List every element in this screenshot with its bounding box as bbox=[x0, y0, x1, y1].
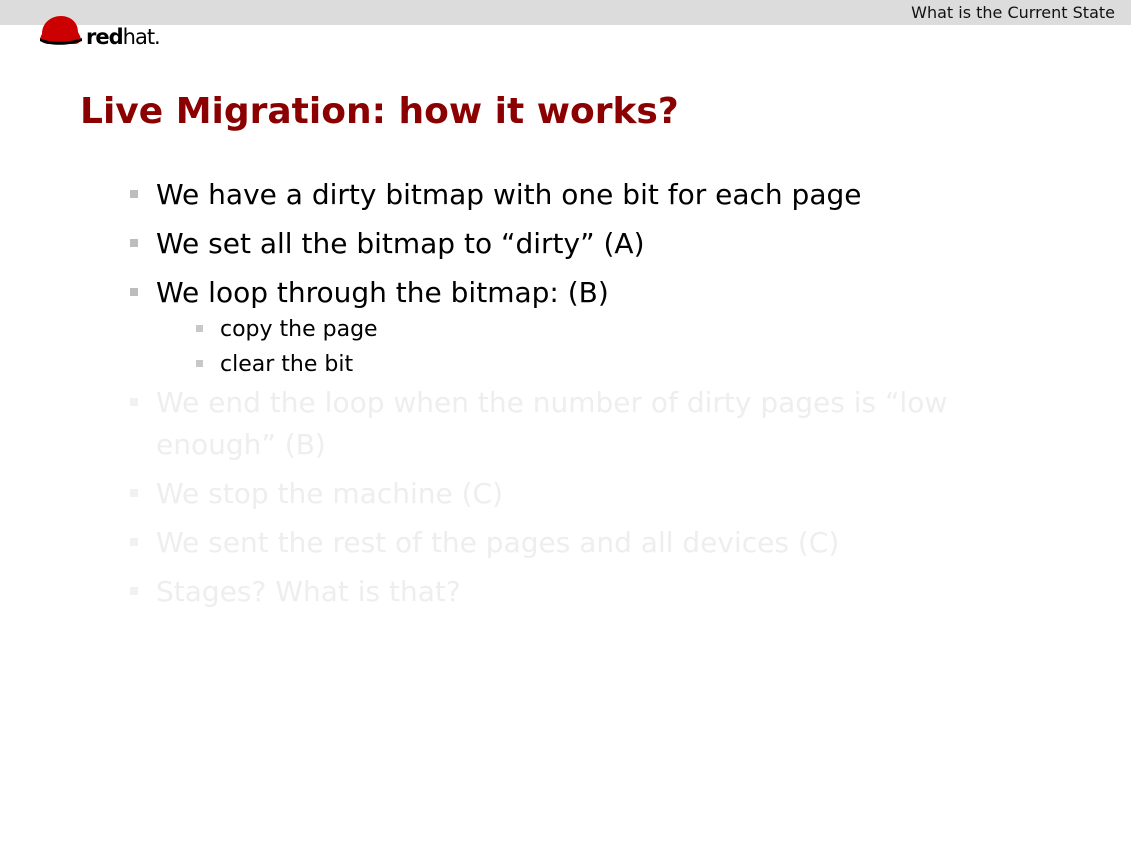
list-item-text: We have a dirty bitmap with one bit for each page bbox=[156, 178, 862, 211]
logo-brand-bold: red bbox=[86, 25, 123, 49]
bullet-marker bbox=[130, 288, 138, 296]
sub-list-item bbox=[196, 312, 1028, 347]
shadowman-icon bbox=[36, 14, 84, 48]
list-item bbox=[128, 272, 1028, 314]
slide-title: Live Migration: how it works? bbox=[80, 91, 679, 132]
bullet-list bbox=[128, 174, 1028, 613]
sub-list-item bbox=[196, 347, 1028, 382]
list-item-text: We loop through the bitmap: (B) bbox=[156, 276, 609, 309]
list-item-hidden bbox=[128, 571, 1028, 613]
list-item-text: We set all the bitmap to “dirty” (A) bbox=[156, 227, 645, 260]
header-bar bbox=[0, 0, 1131, 25]
bullet-marker bbox=[130, 489, 138, 497]
list-item-hidden bbox=[128, 522, 1028, 564]
list-item-text: We end the loop when the number of dirty pages is “low enough” (B) bbox=[156, 386, 948, 461]
list-item-text: We stop the machine (C) bbox=[156, 477, 504, 510]
logo-brand-light: hat. bbox=[122, 25, 160, 49]
bullet-marker bbox=[130, 398, 138, 406]
list-item-text: Stages? What is that? bbox=[156, 575, 461, 608]
redhat-logo bbox=[36, 13, 160, 49]
section-title: What is the Current State bbox=[911, 3, 1115, 22]
list-item bbox=[128, 223, 1028, 265]
bullet-marker bbox=[130, 538, 138, 546]
list-item-text: We sent the rest of the pages and all devices (C) bbox=[156, 526, 840, 559]
sub-bullet-list bbox=[128, 312, 1028, 382]
bullet-marker bbox=[130, 239, 138, 247]
list-item-hidden bbox=[128, 473, 1028, 515]
sub-list-item-text: clear the bit bbox=[220, 352, 354, 377]
bullet-marker bbox=[130, 190, 138, 198]
list-item bbox=[128, 174, 1028, 216]
list-item-hidden bbox=[128, 382, 1028, 466]
bullet-marker bbox=[196, 360, 203, 367]
bullet-marker bbox=[130, 587, 138, 595]
logo-wordmark bbox=[86, 25, 160, 49]
bullet-marker bbox=[196, 325, 203, 332]
sub-list-item-text: copy the page bbox=[220, 317, 378, 342]
